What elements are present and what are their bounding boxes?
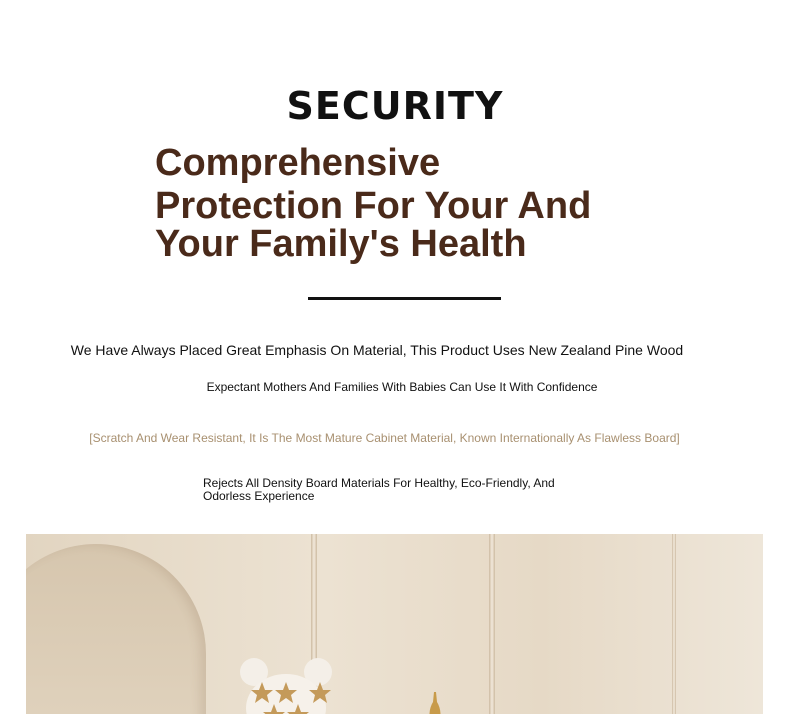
divider <box>308 297 501 300</box>
headline-line-2: Protection For Your And <box>155 185 592 227</box>
eco-friendly-statement: Rejects All Density Board Materials For Healthy, Eco-Friendly, And Odorless Experience <box>203 476 555 503</box>
confidence-statement: Expectant Mothers And Families With Babies Can Use It With Confidence <box>206 380 598 394</box>
headboard-curve <box>26 544 206 714</box>
star-bear-figurine-icon <box>236 652 336 714</box>
headline-line-3: Your Family's Health <box>155 223 527 265</box>
gold-vase-icon <box>428 692 442 714</box>
section-heading: SECURITY <box>286 84 504 128</box>
wall-panel-seam <box>489 534 495 714</box>
wall-panel-seam <box>672 534 676 714</box>
headline-line-1: Comprehensive <box>155 142 441 184</box>
product-photo <box>26 534 763 714</box>
flawless-board-note: [Scratch And Wear Resistant, It Is The Most Mature Cabinet Material, Known Internationally As Flawless Board] <box>89 431 680 445</box>
headline <box>155 144 635 263</box>
material-statement: We Have Always Placed Great Emphasis On Material, This Product Uses New Zealand Pine Wood <box>70 342 684 358</box>
